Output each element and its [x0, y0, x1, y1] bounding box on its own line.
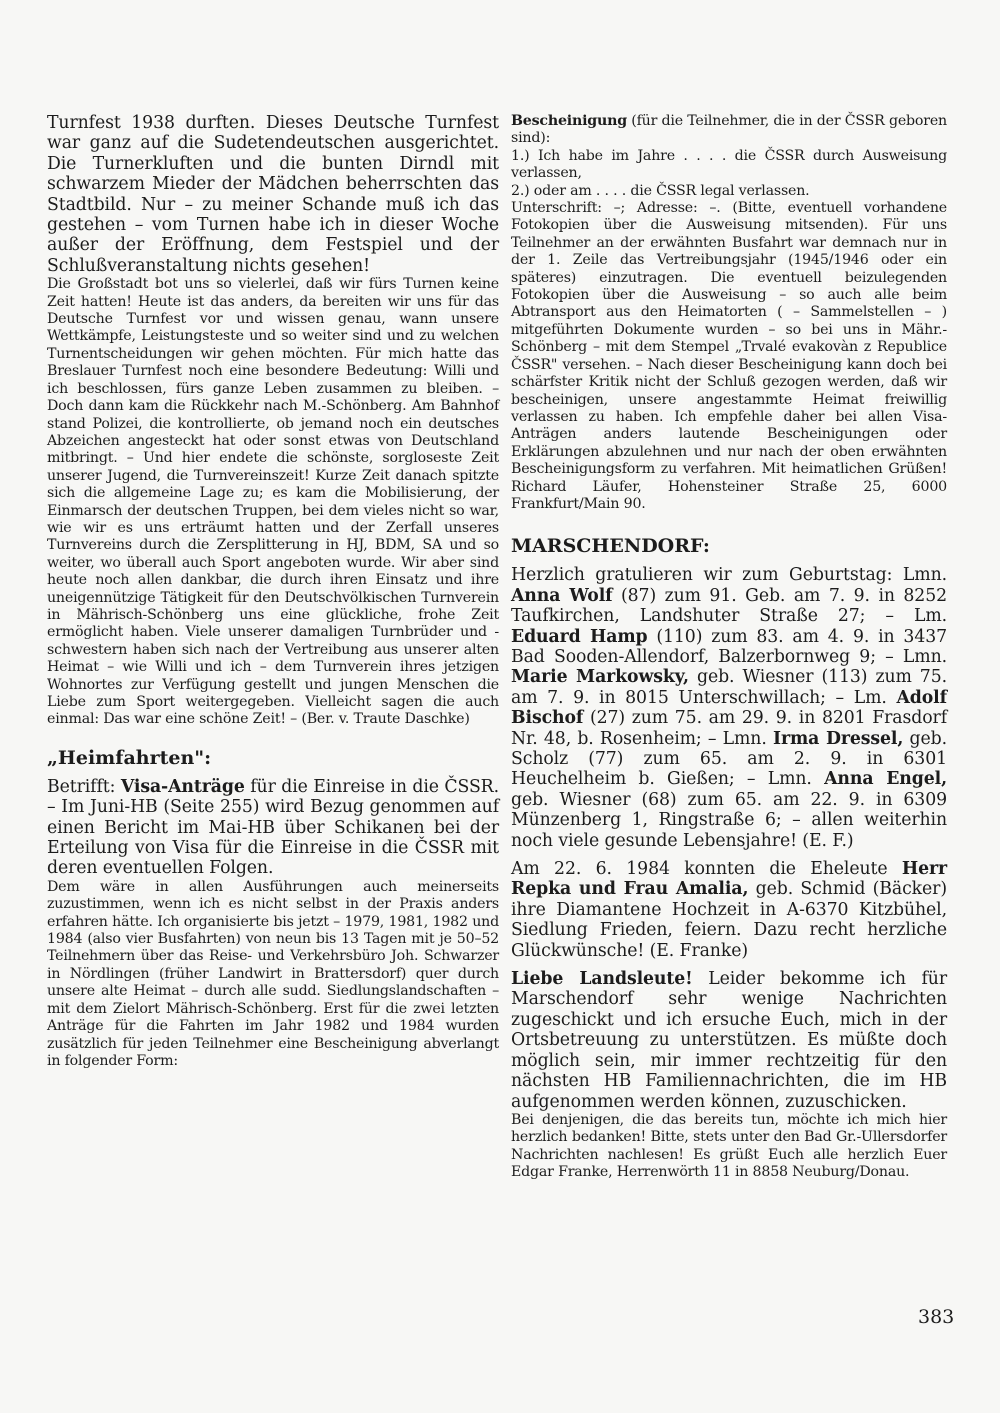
paragraph-appeal: [511, 969, 947, 1112]
paragraph-busfahrten: Dem wäre in allen Ausführungen auch meinerseits zuzustimmen, wenn ich es nicht selbst in der Praxis anders erfahren hätte. Ich organisierte bis jetzt – 1979, 1981, 1982 und 1984 (also vier Busfahrten) von neun bis 13 Tagen mit je 50–52 Teilnehmern über das Reise- und Verkehrsbüro Joh. Schwarzer in Nördlingen (früher Landwirt in Brattersdorf) quer durch unsere alte Heimat – durch alle sudd. Siedlungslandschaften – mit dem Zielort Mährisch-Schönberg. Erst für die zwei letzten Anträge für die Fahrten im Jahr 1982 und 1984 wurden zusätzlich für jeden Teilnehmer eine Bescheinigung abverlangt in folgender Form:: [47, 878, 499, 1069]
text: Herzlich gratulieren wir zum Geburtstag: Lmn.: [511, 565, 947, 586]
paragraph-closing: Bei denjenigen, die das bereits tun, möchte ich mich hier herzlich bedanken! Bitte, stets unter den Bad Gr.-Ullersdorfer Nachrichten nachlesen! Es grüßt Euch alle herzlich Euer Edgar Franke, Herrenwörth 11 in 8858 Neuburg/Donau.: [511, 1111, 947, 1181]
left-column: [47, 113, 499, 1070]
paragraph-visa: [47, 777, 499, 879]
paragraph-birthdays: [511, 565, 947, 851]
right-column: [511, 113, 947, 1182]
text: geb. Wiesner (113) zum 75. am 7. 9. in 8015 Unterschwillach; – Lm.: [511, 667, 947, 708]
text: Am 22. 6. 1984 konnten die Eheleute: [511, 859, 902, 880]
text: (27) zum 75. am 29. 9. in 8201 Frasdorf Nr. 48, b. Rosenheim; – Lmn.: [511, 708, 947, 749]
text: geb. Scholz (77) zum 65. am 2. 9. in 6301 Heuchelheim b. Gießen; – Lmn.: [511, 728, 948, 790]
text: (110) zum 83. am 4. 9. in 3437 Bad Sooden-Allendorf, Balzerbornweg 9; – Lmn.: [511, 626, 947, 667]
name: Anna Wolf: [511, 585, 613, 606]
name: Anna Engel,: [824, 769, 947, 790]
name: Irma Dressel,: [772, 728, 904, 749]
cert-line-1: 1.) Ich habe im Jahre . . . . die ČSSR durch Ausweisung verlassen,: [511, 147, 947, 182]
name: Adolf Bischof: [511, 687, 947, 729]
paragraph-grossstadt: Die Großstadt bot uns so vielerlei, daß wir fürs Turnen keine Zeit hatten! Heute ist das anders, da bereiten wir uns für das Deutsche Turnfest vor und wissen genau, wann unsere Wettkämpfe, Leistungsteste und so weiter sind und zu welchen Turnentscheidungen wir gehen möchten. Für mich hatte das Breslauer Turnfest noch eine besondere Bedeutung: Willi und ich beschlossen, fürs ganze Leben zusammen zu bleiben. – Doch dann kam die Rückkehr nach M.-Schönberg. Am Bahnhof stand Polizei, die kontrollierte, ob jemand noch ein deutsches Abzeichen angesteckt hat oder sonst etwas von Deutschland mitbringt. – Und hier endete die schönste, sorgloseste Zeit unserer Jugend, die Turnvereinszeit! Kurze Zeit danach spitzte sich die allgemeine Lage zu; es kam die Mobilisierung, der Einmarsch der deutschen Truppen, bei dem vieles nicht so war, wie wir es uns erträumt hatten und der Zerfall unseres Turnvereins durch die Zersplitterung in HJ, BDM, SA und so weiter, wo überall auch Sport angeboten wurde. Wir aber sind heute noch allen dankbar, die durch ihren Einsatz und ihre uneigennützige Tätigkeit für den Deutschvölkischen Turnverein in Mährisch-Schönberg uns eine glückliche, frohe Zeit ermöglicht haben. Viele unserer damaligen Turnbrüder und -schwestern haben sich nach der Vertreibung aus unserer alten Heimat – wie Willi und ich – dem Turnverein ihres jetzigen Wohnortes zur Verfügung gestellt und jungen Menschen die Liebe zum Sport weitergegeben. Vielleicht sagen die auch einmal: Das war eine schöne Zeit! – (Ber. v. Traute Daschke): [47, 276, 499, 728]
heading-marschendorf: MARSCHENDORF:: [511, 535, 710, 558]
page-number: 383: [918, 1306, 955, 1328]
text: für die Einreise in die ČSSR. – Im Juni-HB (Seite 255) wird Bezug genommen auf einen Bericht im Mai-HB über Schikanen bei der Erteilung von Visa für die Einreise in die ČSSR mit deren eventuellen Folgen.: [47, 776, 499, 879]
heading-heimfahrten: „Heimfahrten":: [47, 746, 212, 769]
bold-bescheinigung: Bescheinigung: [511, 113, 627, 129]
text: geb. Wiesner (68) zum 65. am 22. 9. in 6309 Münzenberg 1, Ringstraße 6; – allen weiterhin noch viele gesunde Lebensjahre! (E. F.): [511, 789, 947, 851]
text: Leider bekomme ich für Marschendorf sehr wenige Nachrichten zugeschickt und ich ersuche Euch, mich in der Ortsbetreuung zu unterstützen. Es müßte doch möglich sein, mir immer rechtzeitig für den nächsten HB Familiennachrichten, die im HB aufgenommen werden können, zuzuschicken.: [511, 969, 947, 1112]
text: (87) zum 91. Geb. am 7. 9. in 8252 Taufkirchen, Landshuter Straße 27; – Lm.: [511, 585, 947, 627]
cert-line-2: 2.) oder am . . . . die ČSSR legal verlassen.: [511, 182, 810, 199]
paragraph-bescheinigung: [511, 113, 947, 148]
name: Herr Repka und Frau Amalia,: [511, 859, 947, 900]
text: Betrifft:: [47, 776, 121, 797]
text: geb. Schmid (Bäcker) ihre Diamantene Hochzeit in A-6370 Kitzbühel, Siedlung Frieden, feiern. Dazu recht herzliche Glückwünsche! (E. Franke): [511, 879, 947, 961]
name: Eduard Hamp: [511, 626, 648, 647]
bold-visa-antraege: Visa-Anträge: [120, 776, 245, 797]
paragraph-unterschrift: Unterschrift: –; Adresse: –. (Bitte, eventuell vorhandene Fotokopien über die Ausweisung mitsenden). Für uns Teilnehmer an der erwähnten Busfahrt war demnach nur in der 1. Zeile das Vertreibungsjahr (1945/1946 oder ein späteres) einzutragen. Die eventuell beizulegenden Fotokopien über die Ausweisung – so auch alle beim Abtransport aus den Heimatorten ( – Sammelstellen – ) mitgeführten Dokumente wurden – so bei uns in Mähr.-Schönberg – mit dem Stempel „Trvalé evakovàn z Republice ČSSR" versehen. – Nach dieser Bescheinigung kann doch bei schärfster Kritik nicht der Schluß gezogen werden, daß wir bescheinigen, unsere angestammte Heimat freiwillig verlassen zu haben. Ich empfehle daher bei allen Visa-Anträgen anders lautende Bescheinigungen oder Erklärungen abzulehnen und nur nach der oben erwähnten Bescheinigungsform zu verfahren. Mit heimatlichen Grüßen! Richard Läufer, Hohensteiner Straße 25, 6000 Frankfurt/Main 90.: [511, 200, 947, 512]
text: (für die Teilnehmer, die in der ČSSR geboren sind):: [511, 113, 947, 147]
paragraph-turnfest: Turnfest 1938 durften. Dieses Deutsche Turnfest war ganz auf die Sudetendeutschen ausgerichtet. Die Turnerkluften und die bunten Dirndl mit schwarzem Mieder der Mädchen beherrschten das Stadtbild. Nur – zu meiner Schande muß ich das gestehen – vom Turnen habe ich in dieser Woche außer der Eröffnung, dem Festspiel und der Schlußveranstaltung nichts gesehen!: [47, 113, 499, 276]
bold-liebe-landsleute: Liebe Landsleute!: [511, 969, 693, 990]
paragraph-wedding: [511, 859, 947, 961]
name: Marie Markowsky,: [511, 667, 689, 688]
